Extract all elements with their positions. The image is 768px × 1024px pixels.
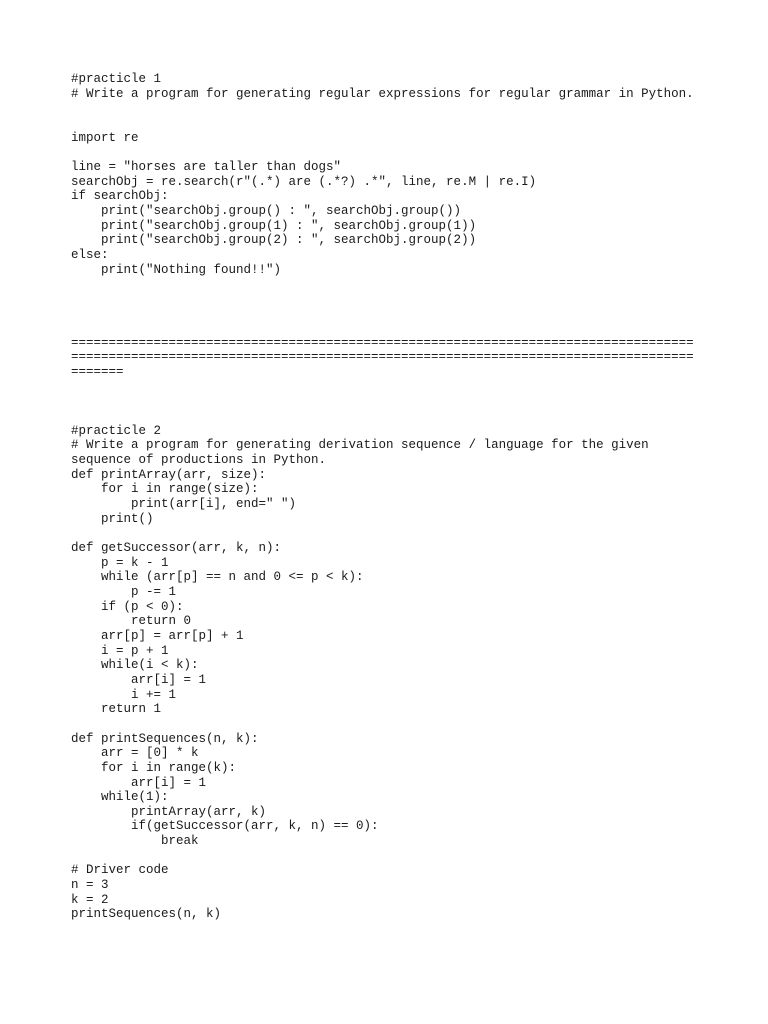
code-line: def getSuccessor(arr, k, n): [71, 541, 282, 555]
code-line [71, 307, 711, 322]
code-line: #practicle 1 [71, 72, 162, 86]
code-line: #practicle 2 [71, 423, 162, 438]
code-line: =================================================================================== [71, 350, 694, 365]
code-line [71, 409, 711, 424]
code-line [71, 321, 711, 336]
code-line: # Write a program for generating derivation sequence / language for the given [71, 438, 649, 453]
code-line: while (arr[p] == n and 0 <= p < k): [71, 570, 364, 585]
code-line: for i in range(size): [71, 482, 259, 497]
code-line: printArray(arr, k) [71, 804, 267, 819]
code-line: for i in range(k): [71, 760, 237, 775]
code-line: return 1 [71, 702, 162, 717]
code-line: import re [71, 130, 139, 145]
code-line: print("searchObj.group(1) : ", searchObj.group(1)) [71, 218, 477, 233]
code-line: # Write a program for generating regular expressions for regular grammar in Python. [71, 86, 694, 101]
code-line: def printSequences(n, k): [71, 731, 259, 746]
code-line: print("Nothing found!!") [71, 262, 282, 277]
code-line: arr[i] = 1 [71, 775, 207, 790]
code-line: i += 1 [71, 687, 177, 702]
document-page [71, 72, 711, 922]
code-line [71, 394, 711, 409]
code-line [71, 526, 711, 541]
code-line: print("searchObj.group(2) : ", searchObj.group(2)) [71, 233, 477, 248]
code-line [71, 849, 711, 864]
code-line: searchObj = re.search(r"(.*) are (.*?) .*", line, re.M | re.I) [71, 174, 537, 189]
code-line [71, 116, 711, 131]
code-line: line = "horses are taller than dogs" [71, 159, 342, 174]
code-line: while(1): [71, 790, 169, 805]
code-line: break [71, 834, 199, 849]
code-line: p -= 1 [71, 584, 177, 599]
code-line: print("searchObj.group() : ", searchObj.group()) [71, 203, 462, 218]
code-line: printSequences(n, k) [71, 907, 222, 922]
code-line: if(getSuccessor(arr, k, n) == 0): [71, 819, 379, 834]
code-line: if searchObj: [71, 189, 169, 204]
code-line: i = p + 1 [71, 643, 169, 658]
code-line: k = 2 [71, 892, 109, 907]
code-line [71, 292, 711, 307]
code-line: return 0 [71, 614, 192, 629]
code-line: def printArray(arr, size): [71, 467, 267, 482]
code-line [71, 101, 711, 116]
code-line: arr[i] = 1 [71, 672, 207, 687]
code-line: print(arr[i], end=" ") [71, 497, 297, 512]
code-line [71, 277, 711, 292]
code-line [71, 380, 711, 395]
code-line: arr = [0] * k [71, 746, 199, 761]
code-line [71, 145, 711, 160]
code-line: arr[p] = arr[p] + 1 [71, 628, 244, 643]
code-line: sequence of productions in Python. [71, 453, 327, 468]
code-line: else: [71, 247, 109, 262]
code-line: =================================================================================== [71, 335, 694, 350]
code-line: ======= [71, 365, 124, 380]
code-line: # Driver code [71, 863, 169, 878]
code-line: while(i < k): [71, 658, 199, 673]
code-line: p = k - 1 [71, 555, 169, 570]
code-line: n = 3 [71, 878, 109, 893]
code-line [71, 717, 711, 732]
code-line: if (p < 0): [71, 599, 184, 614]
code-line: print() [71, 511, 154, 526]
